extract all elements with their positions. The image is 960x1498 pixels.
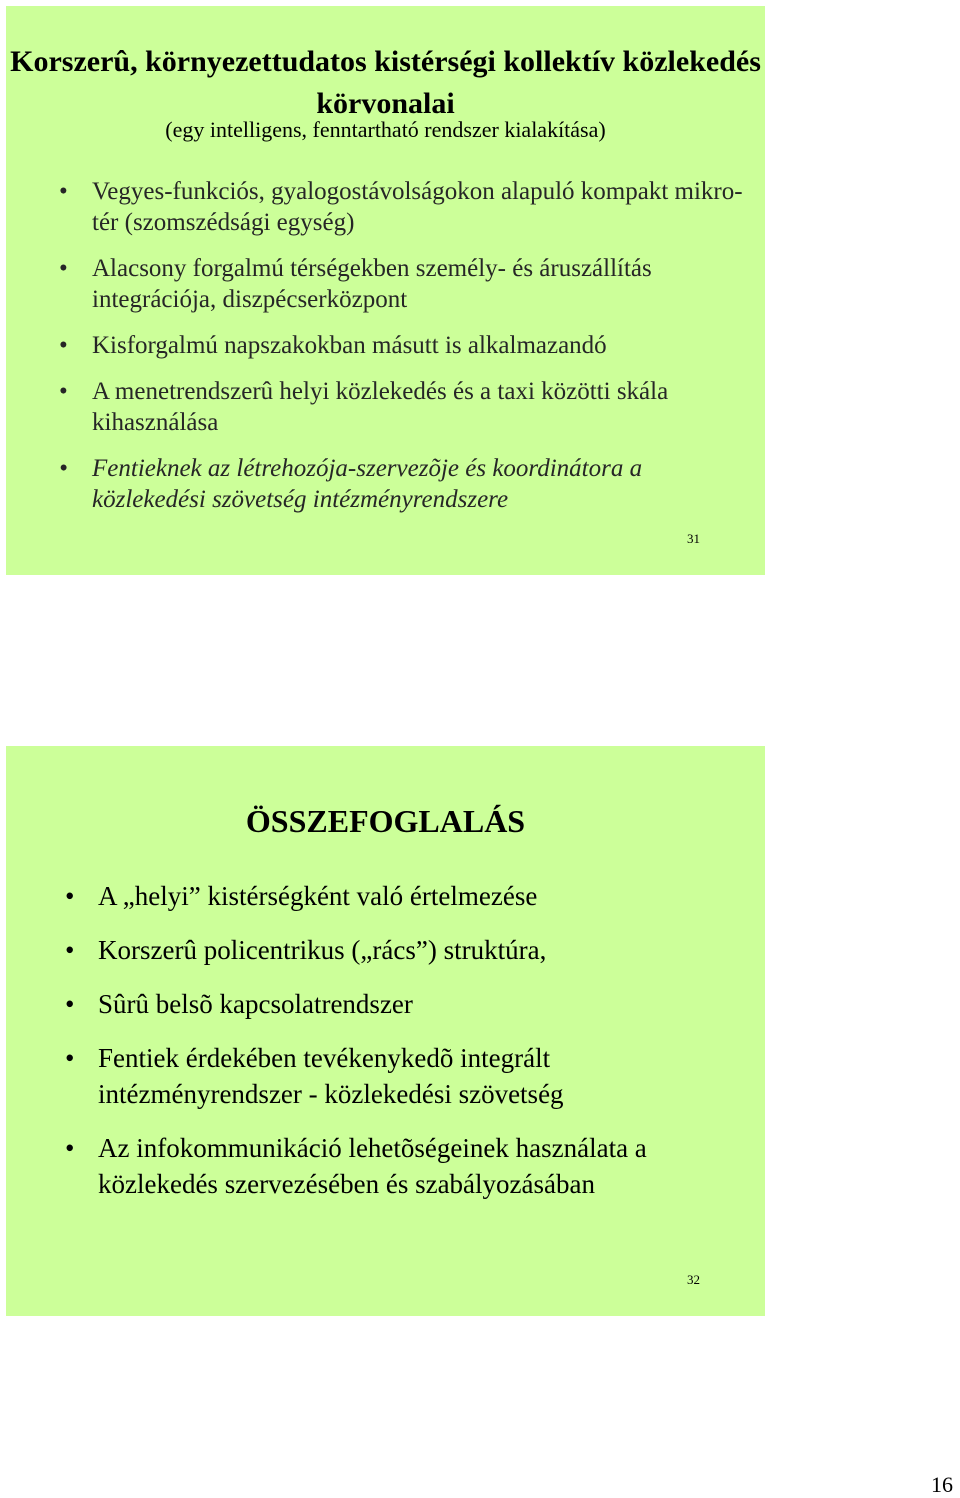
bullet-marker: • — [59, 378, 68, 405]
bullet-list — [59, 176, 752, 530]
bullet-item — [65, 1130, 738, 1202]
bullet-text: Sûrû belsõ kapcsolatrendszer — [98, 989, 413, 1019]
bullet-item — [59, 376, 752, 438]
slide-title: Korszerû, környezettudatos kistérségi kollektív közlekedés körvonalai — [10, 45, 761, 120]
bullet-text: A „helyi” kistérségként való értelmezése — [98, 881, 538, 911]
bullet-text: Fentiek érdekében tevékenykedõ integrált intézményrendszer - közlekedési szövetség — [98, 1043, 564, 1109]
bullet-item — [65, 986, 738, 1022]
bullet-text: Kisforgalmú napszakokban másutt is alkalmazandó — [92, 332, 607, 359]
bullet-text: Vegyes-funkciós, gyalogostávolságokon alapuló kompakt mikro-tér (szomszédsági egység) — [92, 178, 743, 236]
page-number: 16 — [931, 1472, 953, 1497]
bullet-marker: • — [65, 989, 75, 1019]
slide-subtitle: (egy intelligens, fenntartható rendszer kialakítása) — [165, 117, 606, 142]
bullet-item — [59, 453, 752, 515]
bullet-marker: • — [65, 1043, 75, 1073]
bullet-text: A menetrendszerû helyi közlekedés és a taxi közötti skála kihasználása — [92, 378, 669, 436]
bullet-item — [59, 253, 752, 315]
bullet-item — [59, 176, 752, 238]
bullet-marker: • — [59, 455, 68, 482]
bullet-item — [65, 878, 738, 914]
bullet-marker: • — [65, 1133, 75, 1163]
slide-number: 31 — [687, 531, 700, 546]
bullet-text: Alacsony forgalmú térségekben személy- és áruszállítás integrációja, diszpécserközpont — [92, 255, 652, 313]
bullet-item — [65, 1040, 738, 1112]
slide-32 — [6, 746, 765, 1316]
bullet-item — [59, 330, 752, 361]
bullet-marker: • — [59, 255, 68, 282]
bullet-text: Az infokommunikáció lehetõségeinek használata a közlekedés szervezésében és szabályozásában — [98, 1133, 647, 1199]
bullet-marker: • — [59, 332, 68, 359]
slide-number: 32 — [687, 1272, 700, 1287]
bullet-text: Fentieknek az létrehozója-szervezõje és koordinátora a közlekedési szövetség intézményrendszere — [92, 455, 643, 513]
bullet-marker: • — [59, 178, 68, 205]
slide-31 — [6, 6, 765, 575]
bullet-marker: • — [65, 935, 75, 965]
bullet-text: Korszerû policentrikus („rács”) struktúra, — [98, 935, 547, 965]
bullet-item — [65, 932, 738, 968]
bullet-list — [65, 878, 738, 1220]
bullet-marker: • — [65, 881, 75, 911]
slide-title: ÖSSZEFOGLALÁS — [245, 803, 526, 839]
